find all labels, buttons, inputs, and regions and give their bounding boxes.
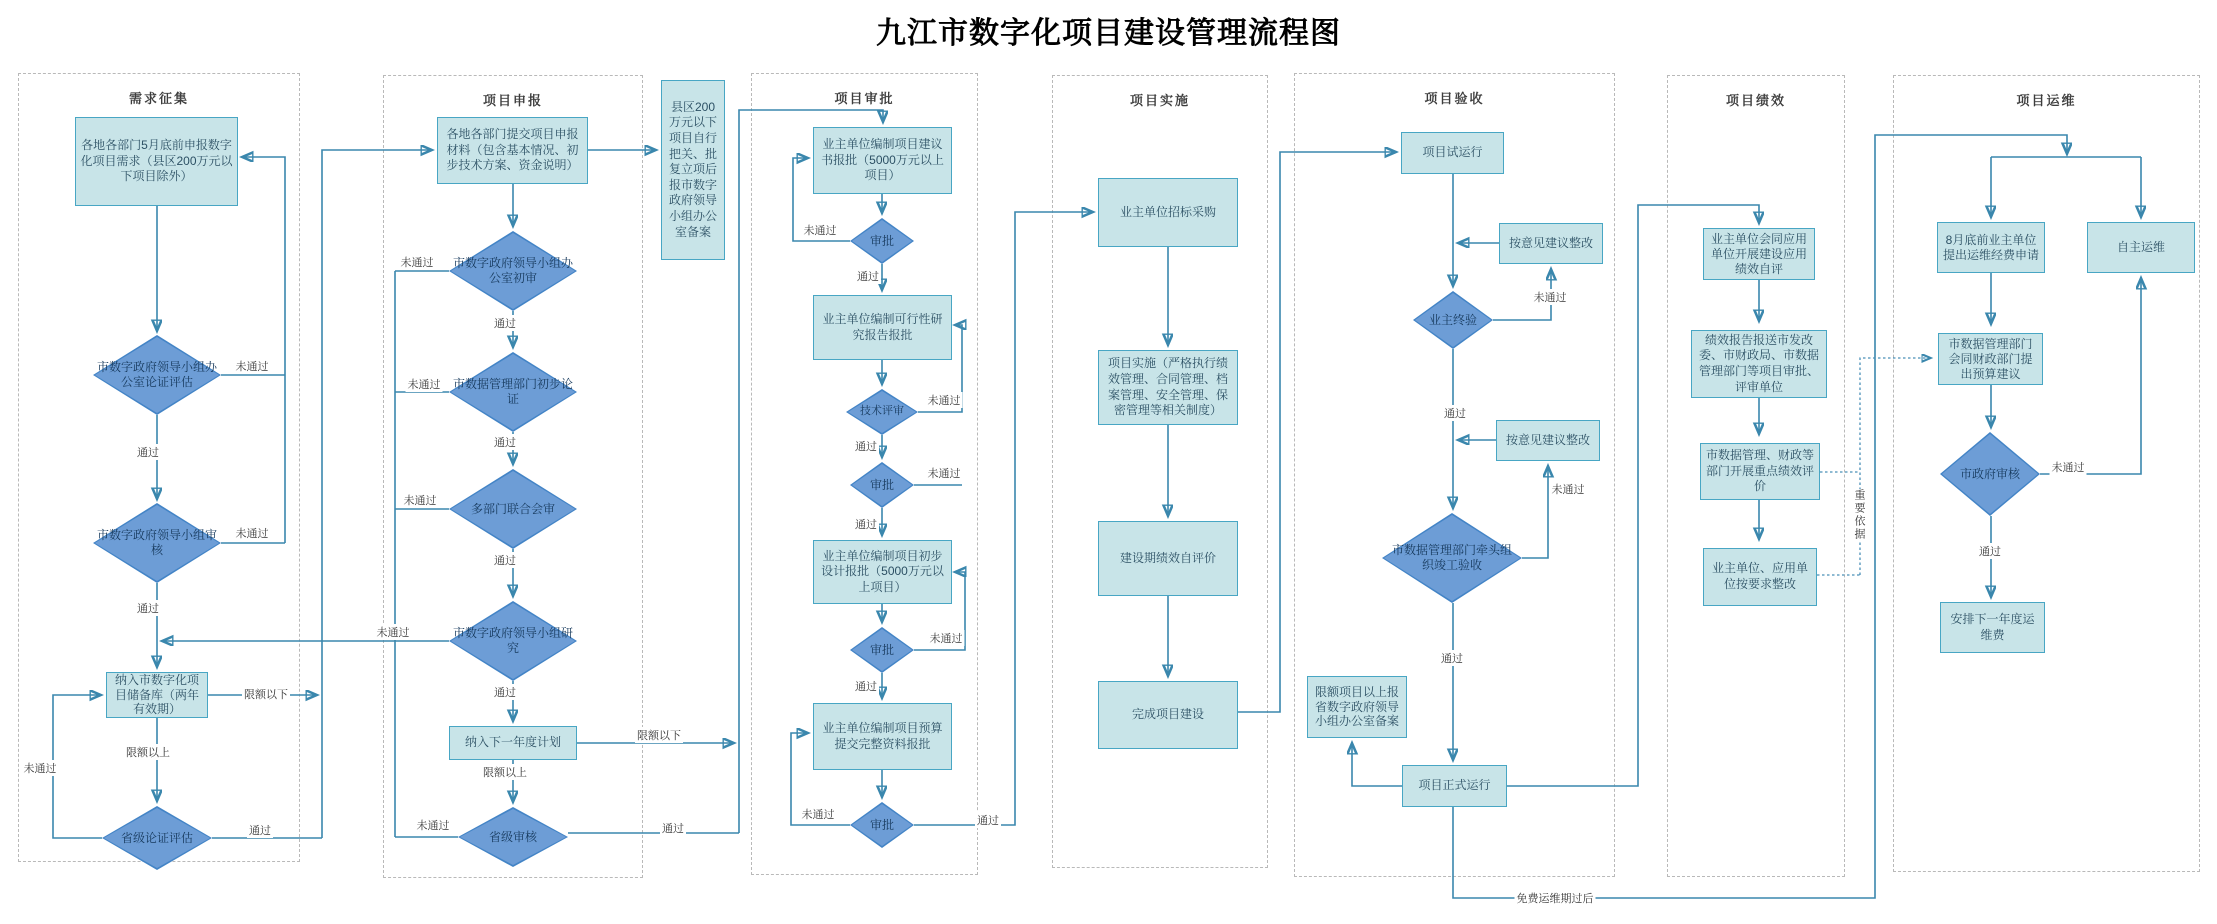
diamond-text: 市数据管理部门牵头组织竣工验收 — [1392, 543, 1513, 572]
node-office-evaluate — [93, 335, 221, 415]
label-pass: 通过 — [853, 516, 879, 532]
node-county-record: 县区200万元以下项目自行把关、批复立项后报市数字政府领导小组办公室备案 — [661, 80, 725, 260]
lane-title: 项目审批 — [834, 91, 895, 106]
node-submit-materials: 各地各部门提交项目申报材料（包含基本情况、初步技术方案、资金说明） — [437, 117, 588, 184]
label-fail: 未通过 — [402, 492, 439, 508]
label-pass: 通过 — [1977, 543, 2003, 559]
edge — [243, 157, 285, 543]
node-complete-construction: 完成项目建设 — [1098, 681, 1238, 749]
label-pass: 通过 — [660, 820, 686, 836]
label-pass: 通过 — [853, 438, 879, 454]
node-owner-final-check — [1413, 291, 1493, 349]
label-pass: 通过 — [975, 812, 1001, 828]
label-fail: 未通过 — [415, 817, 452, 833]
edge — [53, 695, 102, 838]
node-joint-review — [449, 469, 577, 549]
node-rectify-2: 按意见建议整改 — [1496, 420, 1600, 461]
node-official-run: 项目正式运行 — [1402, 765, 1507, 807]
label-pass: 通过 — [492, 434, 518, 450]
label-fail: 未通过 — [2050, 459, 2087, 475]
node-approval-2 — [850, 462, 914, 508]
lane-title: 项目实施 — [1129, 93, 1190, 108]
node-provincial-review — [458, 807, 568, 867]
node-rectify-required: 业主单位、应用单位按要求整改 — [1703, 548, 1817, 606]
node-gov-review — [1940, 432, 2040, 516]
node-construction-self-eval: 建设期绩效自评价 — [1098, 521, 1238, 596]
label-pass: 通过 — [135, 444, 161, 460]
node-approval-3 — [850, 627, 914, 673]
diamond-text: 省级论证评估 — [120, 830, 193, 845]
node-next-year-om-fee: 安排下一年度运维费 — [1940, 602, 2045, 653]
label-below-quota: 限额以下 — [635, 727, 683, 743]
diamond-text: 多部门联合会审 — [470, 501, 555, 516]
lane-title: 项目运维 — [2016, 93, 2077, 108]
node-rectify-1: 按意见建议整改 — [1499, 223, 1603, 264]
diamond-text: 审批 — [869, 642, 894, 657]
label-after-free-om-period: 免费运维期过后 — [1515, 890, 1596, 906]
node-leader-review — [93, 503, 221, 583]
edge — [1522, 467, 1548, 558]
node-perf-report: 绩效报告报送市发改委、市财政局、市数据管理部门等项目审批、评审单位 — [1691, 330, 1827, 398]
node-reserve-bank: 纳入市数字化项目储备库（两年有效期） — [106, 672, 208, 718]
label-fail: 未通过 — [406, 376, 443, 392]
label-fail: 未通过 — [926, 465, 963, 481]
label-pass: 通过 — [492, 315, 518, 331]
label-fail: 未通过 — [928, 630, 965, 646]
label-pass: 通过 — [492, 552, 518, 568]
lane-title: 项目验收 — [1424, 91, 1485, 106]
diamond-text: 业主终验 — [1428, 312, 1477, 327]
node-budget-suggestion: 市数据管理部门会同财政部门提出预算建议 — [1938, 333, 2043, 385]
node-office-first-review — [449, 231, 577, 311]
node-self-om: 自主运维 — [2087, 222, 2195, 273]
node-implementation: 项目实施（严格执行绩效管理、合同管理、档案管理、安全管理、保密管理等相关制度） — [1098, 350, 1238, 425]
diamond-text: 技术评审 — [860, 405, 904, 418]
edge — [1238, 152, 1395, 712]
label-fail: 未通过 — [1532, 289, 1569, 305]
label-pass: 通过 — [853, 678, 879, 694]
label-pass: 通过 — [492, 684, 518, 700]
label-fail: 未通过 — [375, 624, 412, 640]
node-budget-submit: 业主单位编制项目预算提交完整资料报批 — [813, 703, 952, 770]
node-bidding: 业主单位招标采购 — [1098, 178, 1238, 247]
edge-dotted-basis — [1860, 358, 1930, 575]
lane-title: 需求征集 — [128, 91, 189, 106]
edge — [2040, 279, 2141, 474]
label-pass: 通过 — [247, 822, 273, 838]
node-om-fund-apply: 8月底前业主单位提出运维经费申请 — [1937, 222, 2045, 273]
diamond-text: 省级审核 — [488, 829, 537, 844]
diamond-text: 市数字政府领导小组办公室初审 — [453, 256, 574, 285]
node-key-perf-eval: 市数据管理、财政等部门开展重点绩效评价 — [1700, 443, 1820, 500]
node-feasibility: 业主单位编制可行性研究报告报批 — [813, 295, 952, 360]
label-fail: 未通过 — [234, 525, 271, 541]
diamond-text: 市政府审核 — [1959, 466, 2020, 481]
label-fail: 未通过 — [802, 222, 839, 238]
label-above-quota: 限额以上 — [124, 744, 172, 760]
label-pass: 通过 — [135, 600, 161, 616]
label-fail: 未通过 — [234, 358, 271, 374]
diamond-text: 市数据管理部门初步论证 — [453, 377, 574, 406]
label-below-quota: 限额以下 — [242, 686, 290, 702]
diamond-text: 审批 — [869, 817, 894, 832]
node-next-year-plan: 纳入下一年度计划 — [449, 726, 577, 760]
node-leader-research — [449, 601, 577, 681]
node-demand-declare: 各地各部门5月底前申报数字化项目需求（县区200万元以下项目除外） — [75, 117, 238, 206]
node-preliminary-design: 业主单位编制项目初步设计报批（5000万元以上项目） — [813, 540, 952, 604]
label-fail: 未通过 — [1550, 481, 1587, 497]
node-approval-4 — [850, 802, 914, 848]
label-fail: 未通过 — [926, 392, 963, 408]
lane-title: 项目申报 — [482, 93, 543, 108]
diamond-text: 审批 — [869, 477, 894, 492]
node-proposal-approval: 业主单位编制项目建议书报批（5000万元以上项目） — [813, 127, 952, 194]
diamond-text: 市数字政府领导小组办公室论证评估 — [97, 360, 218, 389]
label-pass: 通过 — [1439, 650, 1465, 666]
diamond-text: 市数字政府领导小组研究 — [453, 626, 574, 655]
label-fail: 未通过 — [22, 760, 59, 776]
label-above-quota: 限额以上 — [481, 764, 529, 780]
label-pass: 通过 — [855, 268, 881, 284]
node-tech-review — [846, 389, 918, 435]
node-completion-acceptance — [1382, 513, 1522, 603]
node-approval-1 — [850, 218, 914, 264]
lane-title: 项目绩效 — [1725, 93, 1786, 108]
label-fail: 未通过 — [800, 806, 837, 822]
diamond-text: 审批 — [869, 233, 894, 248]
page-title: 九江市数字化项目建设管理流程图 — [876, 17, 1341, 50]
label-pass: 通过 — [1442, 405, 1468, 421]
node-data-dept-demonstrate — [449, 352, 577, 432]
node-perf-self-eval: 业主单位会同应用单位开展建设应用绩效自评 — [1703, 228, 1815, 280]
label-fail: 未通过 — [399, 254, 436, 270]
node-trial-run: 项目试运行 — [1401, 132, 1504, 174]
diamond-text: 市数字政府领导小组审核 — [97, 528, 218, 557]
edge — [1352, 744, 1402, 786]
node-quota-record: 限额项目以上报省数字政府领导小组办公室备案 — [1307, 676, 1407, 738]
node-provincial-evaluate — [102, 806, 212, 870]
label-important-basis: 重要依据 — [1849, 489, 1869, 541]
